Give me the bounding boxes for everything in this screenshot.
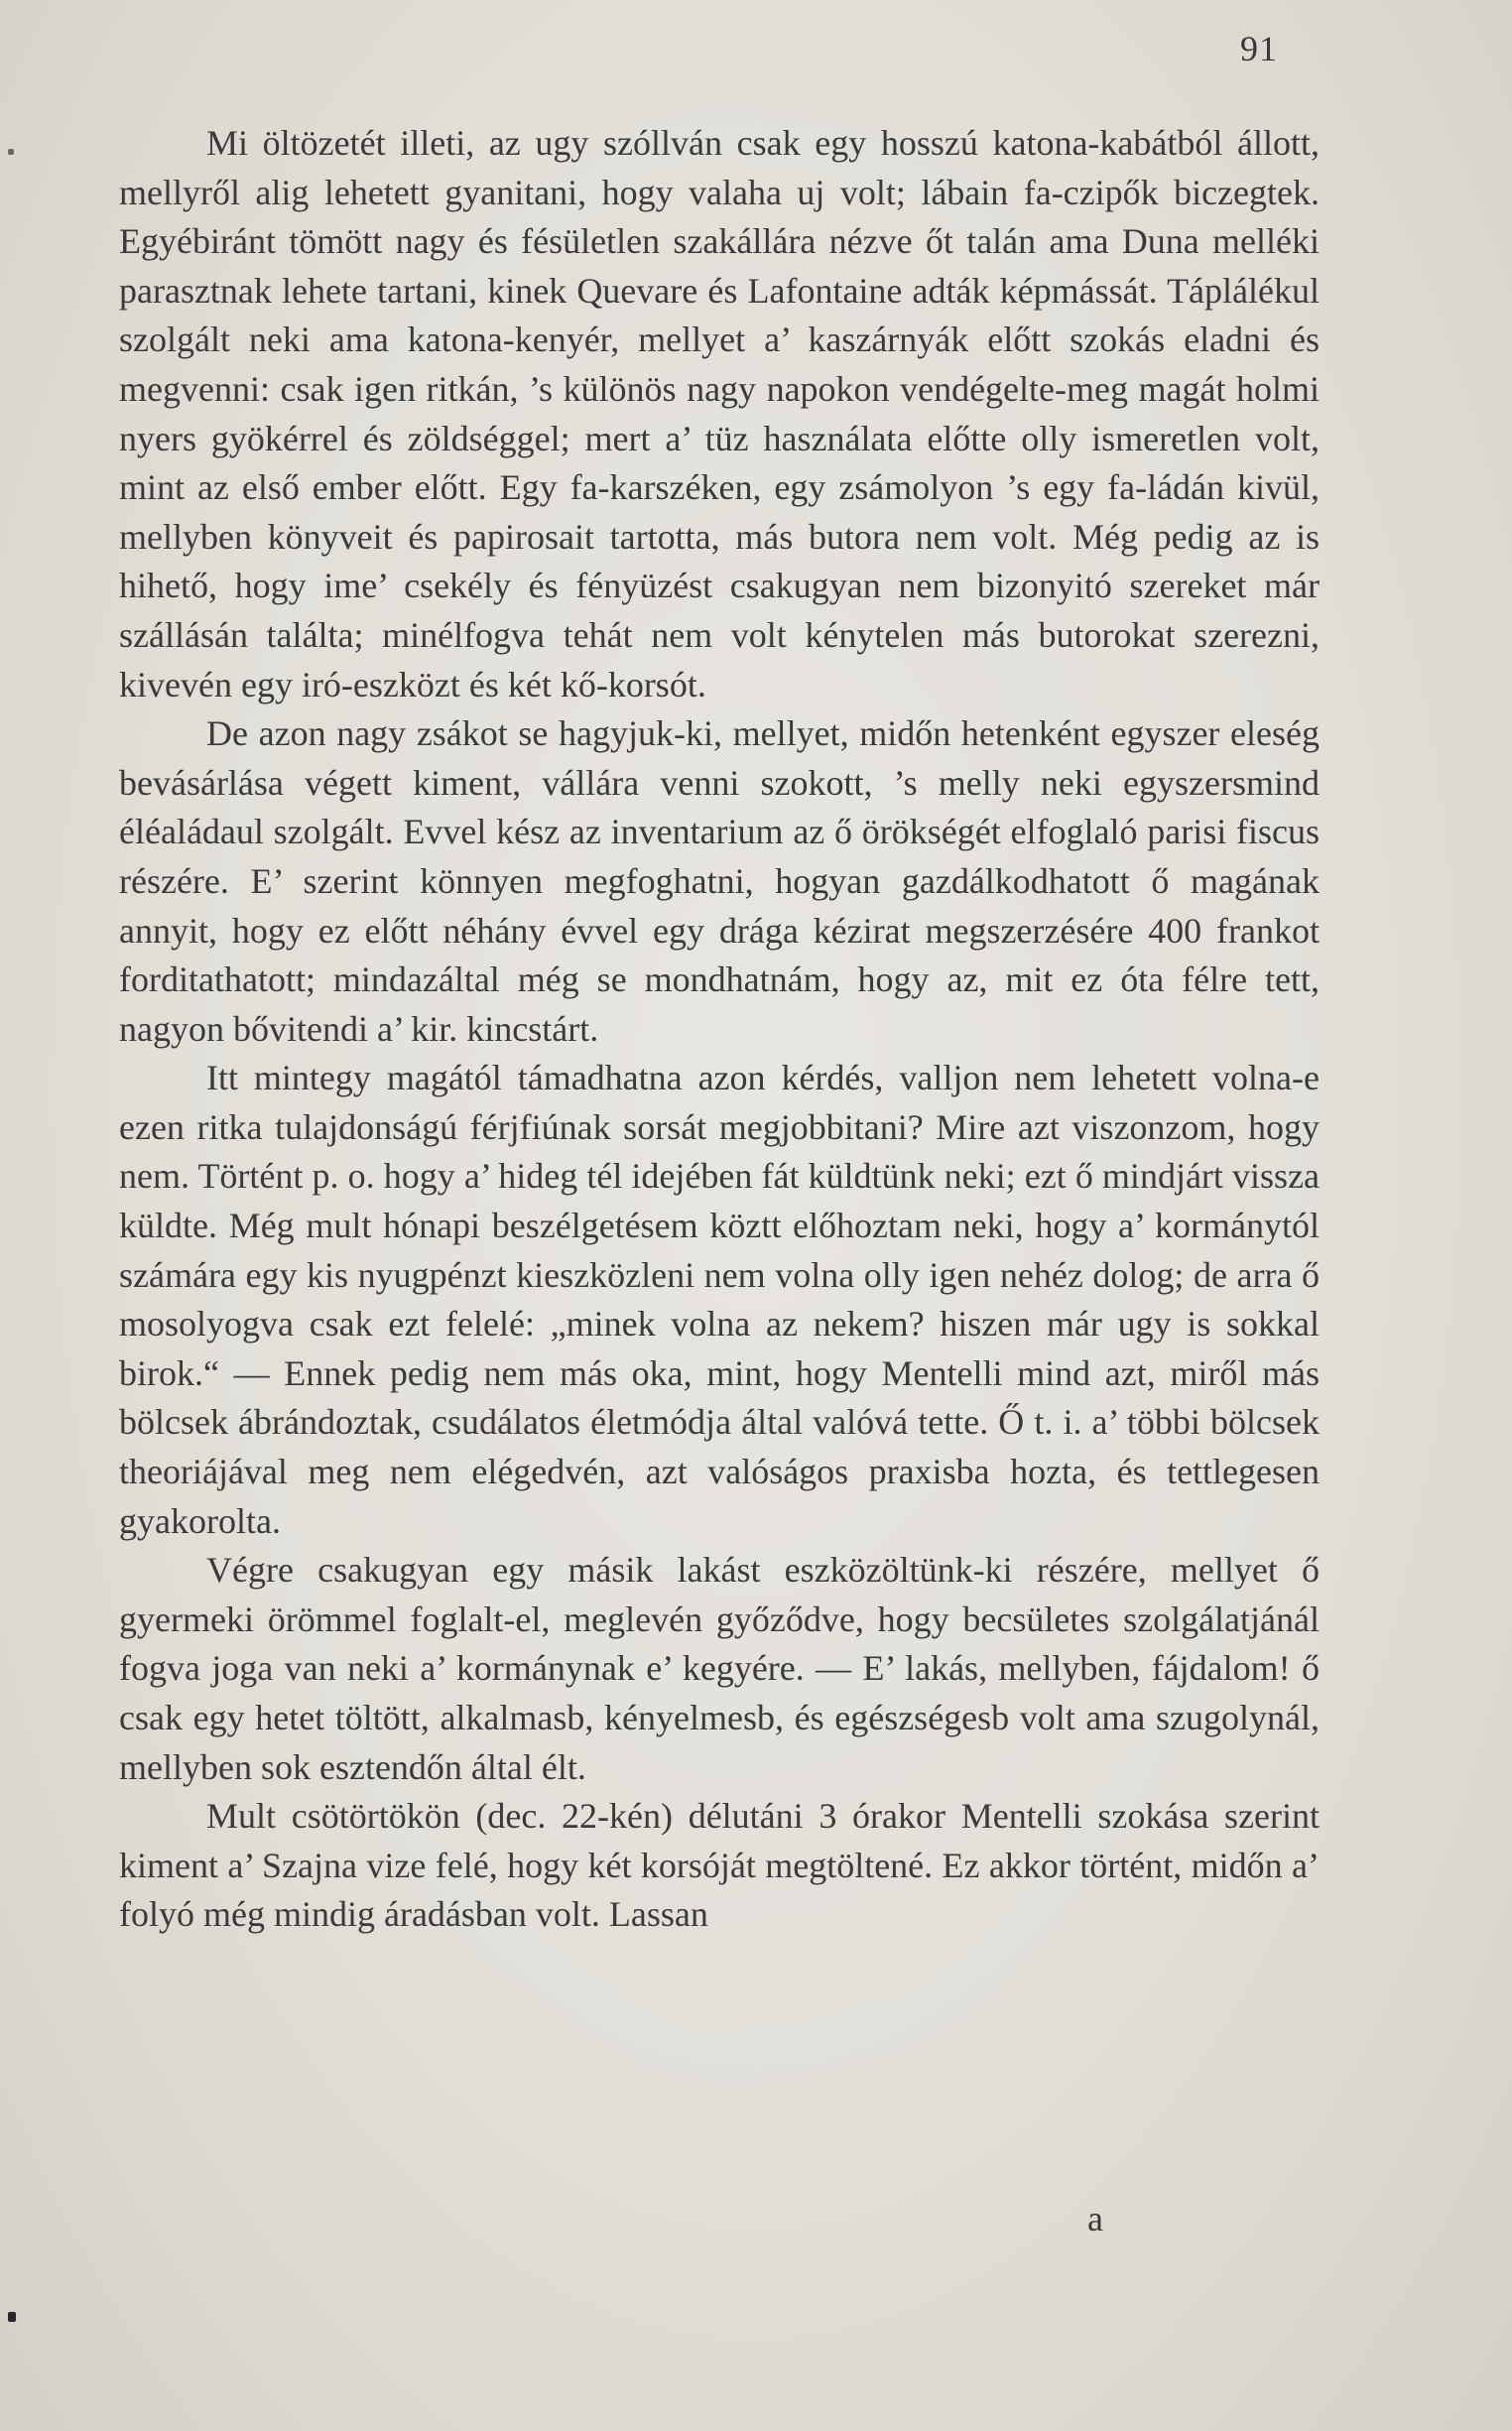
ink-speck bbox=[8, 2312, 16, 2322]
body-text bbox=[119, 119, 1320, 1940]
paragraph-1: Mi öltözetét illeti, az ugy szóllván csak egy hosszú katona-kabátból állott, mellyről alig lehetett gyanitani, hogy valaha uj volt; lábain fa-czipők biczegtek. Egyébiránt tömött nagy és fésületlen szakállára nézve őt talán ama Duna melléki parasztnak lehete tartani, kinek Quevare és Lafontaine adták képmássát. Táplálékul szolgált neki ama katona-kenyér, mellyet a’ kaszárnyák előtt szokás eladni és megvenni: csak igen ritkán, ’s különös nagy napokon vendégelte-meg magát holmi nyers gyökérrel és zöldséggel; mert a’ tüz használata előtte olly ismeretlen volt, mint az első ember előtt. Egy fa-karszéken, egy zsámolyon ’s egy fa-ládán kivül, mellyben könyveit és papirosait tartotta, más butora nem volt. Még pedig az is hihető, hogy ime’ csekély és fényüzést csakugyan nem bizonyitó szereket már szállásán találta; minélfogva tehát nem volt kénytelen más butorokat szerezni, kivevén egy iró-eszközt és két kő-korsót. bbox=[119, 123, 1320, 704]
ink-speck bbox=[8, 149, 14, 155]
paragraph-4: Végre csakugyan egy másik lakást eszközöltünk-ki részére, mellyet ő gyermeki örömmel foglalt-el, meglevén győződve, hogy becsületes szolgálatjánál fogva joga van neki a’ kormánynak e’ kegyére. — E’ lakás, mellyben, fájdalom! ő csak egy hetet töltött, alkalmasb, kényelmesb, és egészségesb volt ama szugolynál, mellyben sok esztendőn által élt. bbox=[119, 1550, 1320, 1787]
paragraph-3: Itt mintegy magától támadhatna azon kérdés, valljon nem lehetett volna-e ezen ritka tulajdonságú férjfiúnak sorsát megjobbitani? Mire azt viszonzom, hogy nem. Történt p. o. hogy a’ hideg tél idejében fát küldtünk neki; ezt ő mindjárt vissza küldte. Még mult hónapi beszélgetésem köztt előhoztam neki, hogy a’ kormánytól számára egy kis nyugpénzt kieszközleni nem volna olly igen nehéz dolog; de arra ő mosolyogva csak ezt felelé: „minek volna az nekem? hiszen már ugy is sokkal birok.“ — Ennek pedig nem más oka, mint, hogy Mentelli mind azt, miről más bölcsek ábrándoztak, csudálatos életmódja által valóvá tette. Ő t. i. a’ többi bölcsek theoriájával meg nem elégedvén, azt valóságos praxisba hozta, és tettlegesen gyakorolta. bbox=[119, 1058, 1320, 1541]
catchword: a bbox=[1087, 2199, 1103, 2239]
paragraph-5: Mult csötörtökön (dec. 22-kén) délutáni 3 órakor Mentelli szokása szerint kiment a’ Szajna vize felé, hogy két korsóját megtöltené. Ez akkor történt, midőn a’ folyó még mindig áradásban volt. Lassan bbox=[119, 1796, 1320, 1935]
paragraph-2: De azon nagy zsákot se hagyjuk-ki, mellyet, midőn hetenként egyszer eleség bevásárlása végett kiment, vállára venni szokott, ’s melly neki egyszersmind éléaládaul szolgált. Evvel kész az inventarium az ő örökségét elfoglaló parisi fiscus részére. E’ szerint könnyen megfoghatni, hogyan gazdálkodhatott ő magának annyit, hogy ez előtt néhány évvel egy drága kézirat megszerzésére 400 frankot forditathatott; mindazáltal még se mondhatnám, hogy az, mit ez óta félre tett, nagyon bővitendi a’ kir. kincstárt. bbox=[119, 713, 1320, 1049]
page-number: 91 bbox=[1240, 29, 1278, 68]
